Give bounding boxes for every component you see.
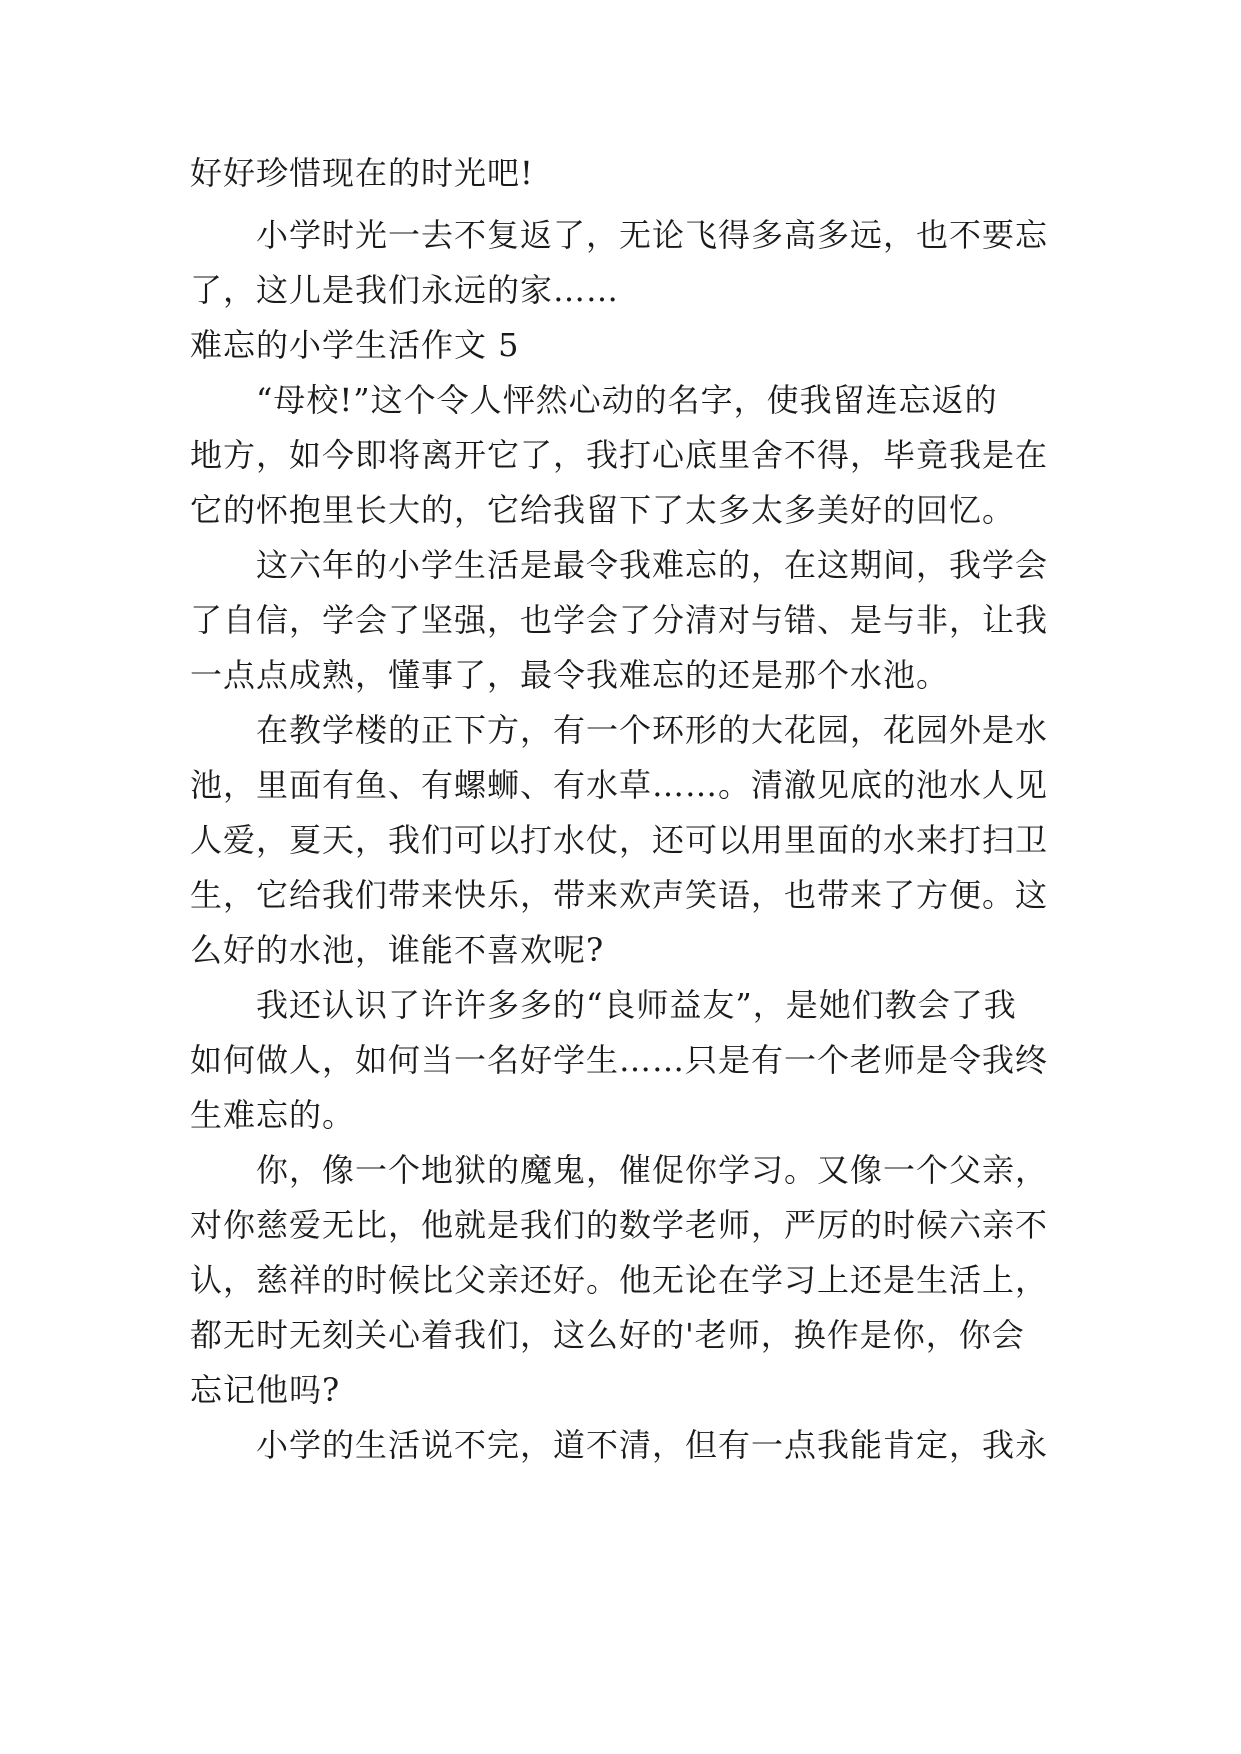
text-line: 都无时无刻关心着我们，这么好的'老师，换作是你，你会 — [190, 1316, 1025, 1354]
text-line: 我还认识了许许多多的“良师益友”，是她们教会了我 — [256, 986, 1017, 1024]
text-line: 对你慈爱无比，他就是我们的数学老师，严厉的时候六亲不 — [190, 1206, 1049, 1244]
text-line: 人爱，夏天，我们可以打水仗，还可以用里面的水来打扫卫 — [190, 821, 1049, 859]
text-line: 小学的生活说不完，道不清，但有一点我能肯定，我永 — [256, 1426, 1049, 1464]
text-line: 在教学楼的正下方，有一个环形的大花园，花园外是水 — [256, 711, 1049, 749]
text-line: 么好的水池，谁能不喜欢呢? — [190, 931, 605, 969]
text-line: 小学时光一去不复返了，无论飞得多高多远，也不要忘 — [256, 216, 1049, 254]
text-line: 如何做人，如何当一名好学生……只是有一个老师是令我终 — [190, 1041, 1049, 1079]
text-line: 认，慈祥的时候比父亲还好。他无论在学习上还是生活上， — [190, 1261, 1049, 1299]
text-line: 生，它给我们带来快乐，带来欢声笑语，也带来了方便。这 — [190, 876, 1049, 914]
section-title: 难忘的小学生活作文 5 — [190, 326, 520, 364]
text-line: 你，像一个地狱的魔鬼，催促你学习。又像一个父亲， — [256, 1151, 1049, 1189]
text-line: 生难忘的。 — [190, 1096, 356, 1134]
text-line: 一点点成熟，懂事了，最令我难忘的还是那个水池。 — [190, 656, 950, 694]
text-line: 地方，如今即将离开它了，我打心底里舍不得，毕竟我是在 — [190, 436, 1049, 474]
text-line: 忘记他吗? — [190, 1371, 341, 1409]
text-line: 池，里面有鱼、有螺蛳、有水草……。清澈见底的池水人见 — [190, 766, 1049, 804]
text-line: 了自信，学会了坚强，也学会了分清对与错、是与非，让我 — [190, 601, 1049, 639]
text-line: 它的怀抱里长大的，它给我留下了太多太多美好的回忆。 — [190, 491, 1016, 529]
text-line: 好好珍惜现在的时光吧! — [190, 154, 534, 192]
text-line: “母校!”这个令人怦然心动的名字，使我留连忘返的 — [256, 381, 998, 419]
text-line: 了，这儿是我们永远的家…… — [190, 271, 620, 309]
text-line: 这六年的小学生活是最令我难忘的，在这期间，我学会 — [256, 546, 1049, 584]
